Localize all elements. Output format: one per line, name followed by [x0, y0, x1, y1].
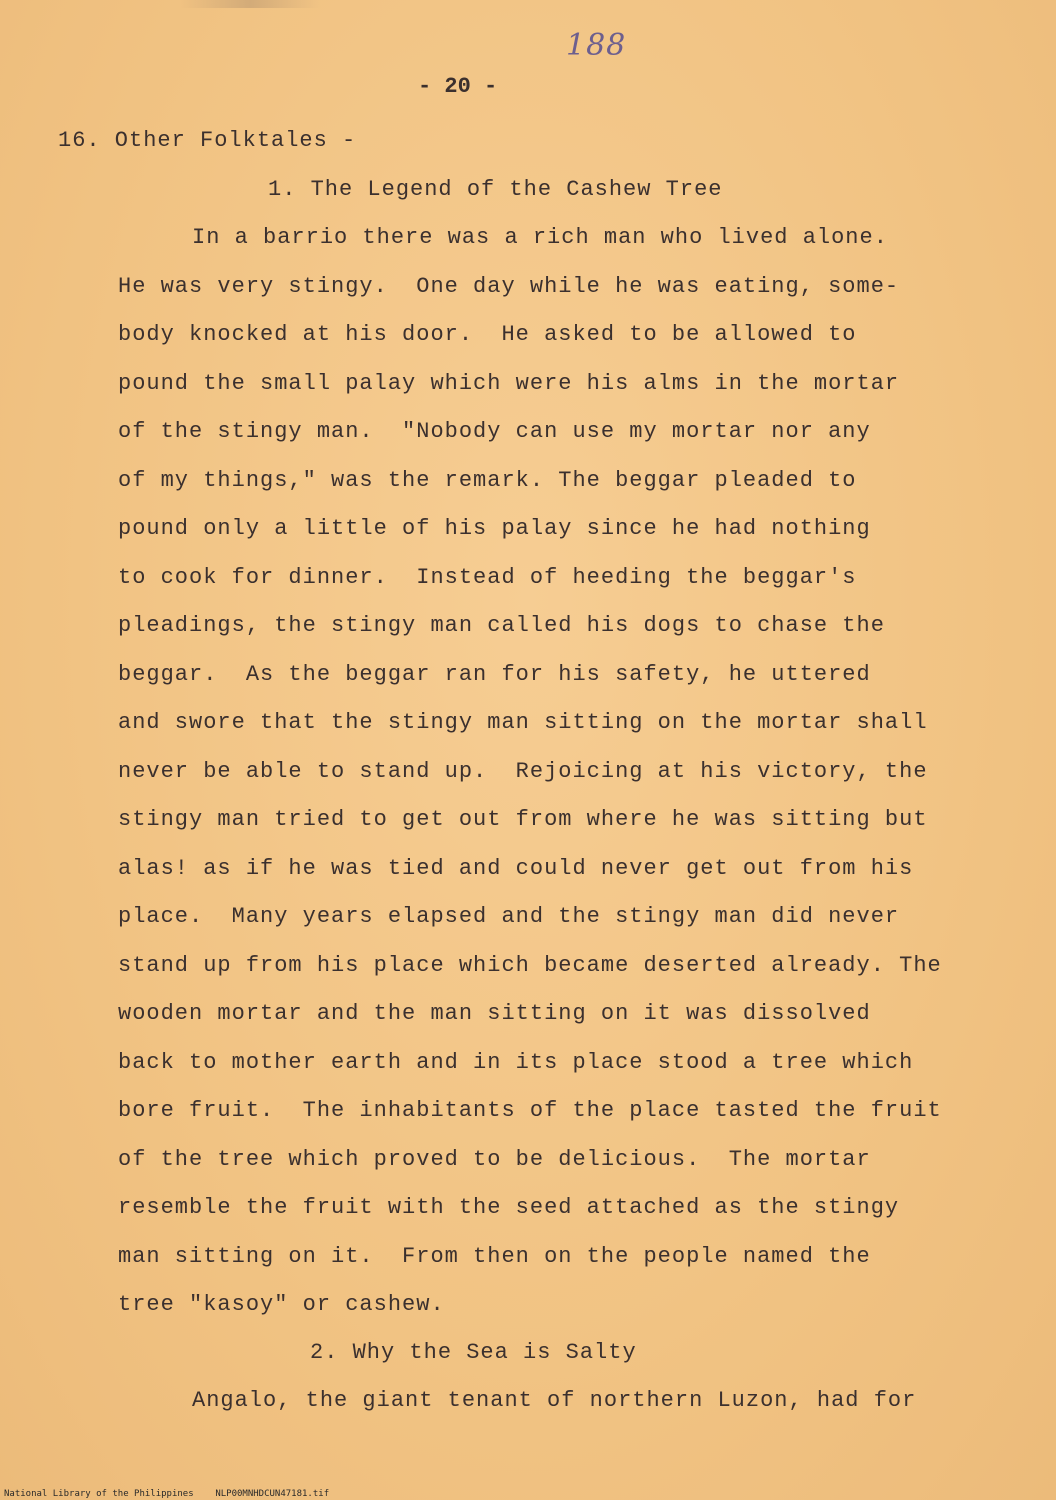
- section-heading: 16. Other Folktales -: [58, 128, 357, 153]
- story-line: alas! as if he was tied and could never get out from his: [118, 855, 914, 881]
- story-line: man sitting on it. From then on the people named the: [118, 1243, 871, 1269]
- story-line: body knocked at his door. He asked to be allowed to: [118, 322, 857, 347]
- story-title-sea: 2. Why the Sea is Salty: [310, 1340, 637, 1365]
- story-line: beggar. As the beggar ran for his safety, he uttered: [118, 661, 871, 687]
- story-line: and swore that the stingy man sitting on the mortar shall: [118, 710, 928, 735]
- story-line: to cook for dinner. Instead of heeding the beggar's: [118, 564, 857, 590]
- story-line: resemble the fruit with the seed attached as the stingy: [118, 1195, 900, 1220]
- story-line: In a barrio there was a rich man who lived alone.: [192, 225, 888, 250]
- story-line: of my things," was the remark. The beggar pleaded to: [118, 467, 857, 493]
- story-line: pleadings, the stingy man called his dogs to chase the: [118, 613, 885, 638]
- story-line: He was very stingy. One day while he was eating, some-: [118, 273, 900, 299]
- page-number: - 20 -: [418, 74, 498, 99]
- story-line: of the tree which proved to be delicious. The mortar: [118, 1146, 871, 1172]
- story-line: of the stingy man. "Nobody can use my mortar nor any: [118, 419, 871, 444]
- story-line: tree "kasoy" or cashew.: [118, 1292, 445, 1317]
- story-line: Angalo, the giant tenant of northern Luzon, had for: [192, 1388, 917, 1413]
- story-line: stand up from his place which became deserted already. The: [118, 952, 942, 978]
- story-line: pound only a little of his palay since he had nothing: [118, 516, 871, 541]
- story-line: stingy man tried to get out from where he was sitting but: [118, 807, 928, 832]
- story-title-cashew: 1. The Legend of the Cashew Tree: [268, 177, 723, 202]
- archive-footer: National Library of the Philippines NLP00MNHDCUN47181.tif: [4, 1489, 330, 1499]
- handwritten-page-number: 188: [566, 28, 627, 63]
- paper-stain: [180, 0, 320, 8]
- story-line: place. Many years elapsed and the stingy man did never: [118, 904, 900, 929]
- story-line: wooden mortar and the man sitting on it was dissolved: [118, 1001, 871, 1026]
- story-line: back to mother earth and in its place stood a tree which: [118, 1049, 914, 1075]
- story-line: bore fruit. The inhabitants of the place tasted the fruit: [118, 1098, 942, 1123]
- story-line: never be able to stand up. Rejoicing at his victory, the: [118, 758, 928, 784]
- story-line: pound the small palay which were his alms in the mortar: [118, 370, 900, 396]
